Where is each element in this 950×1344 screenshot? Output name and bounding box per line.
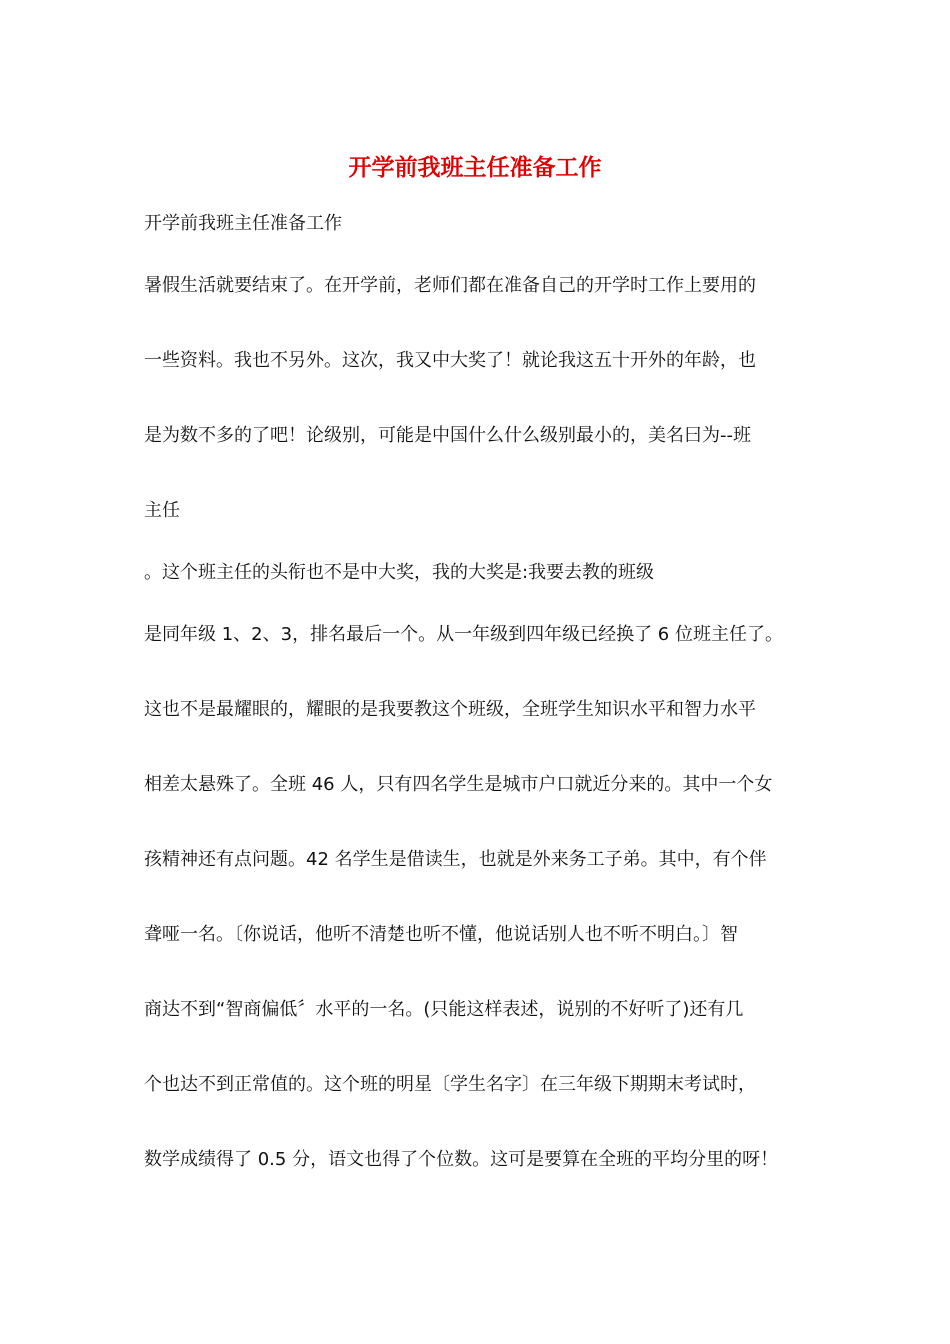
paragraph-line: 主任 xyxy=(144,500,180,521)
paragraph-line: 一些资料。我也不另外。这次，我又中大奖了！就论我这五十开外的年龄，也 xyxy=(144,350,756,371)
paragraph-line: 聋哑一名。〔你说话，他听不清楚也听不懂，他说话别人也不听不明白。〕智 xyxy=(144,924,738,945)
paragraph-line: 数学成绩得了 0.5 分，语文也得了个位数。这可是要算在全班的平均分里的呀！ xyxy=(144,1149,779,1170)
paragraph-line: 。这个班主任的头衔也不是中大奖，我的大奖是:我要去教的班级 xyxy=(144,562,655,583)
paragraph-line: 孩精神还有点问题。42 名学生是借读生，也就是外来务工子弟。其中，有个伴 xyxy=(144,849,767,870)
paragraph-line: 是同年级 1、2、3，排名最后一个。从一年级到四年级已经换了 6 位班主任了。 xyxy=(144,624,783,645)
paragraph-line: 是为数不多的了吧！论级别，可能是中国什么什么级别最小的，美名曰为--班 xyxy=(144,425,751,446)
paragraph-line: 商达不到“智商偏低〞水平的一名。(只能这样表述，说别的不好听了)还有几 xyxy=(144,999,744,1020)
paragraph-line: 暑假生活就要结束了。在开学前，老师们都在准备自己的开学时工作上要用的 xyxy=(144,275,756,296)
paragraph-line: 相差太悬殊了。全班 46 人，只有四名学生是城市户口就近分来的。其中一个女 xyxy=(144,774,773,795)
document-title: 开学前我班主任准备工作 xyxy=(348,154,602,181)
paragraph-line: 这也不是最耀眼的，耀眼的是我要教这个班级，全班学生知识水平和智力水平 xyxy=(144,699,756,720)
paragraph-line: 个也达不到正常值的。这个班的明星〔学生名字〕在三年级下期期末考试时， xyxy=(144,1074,756,1095)
document-subtitle: 开学前我班主任准备工作 xyxy=(144,213,342,234)
